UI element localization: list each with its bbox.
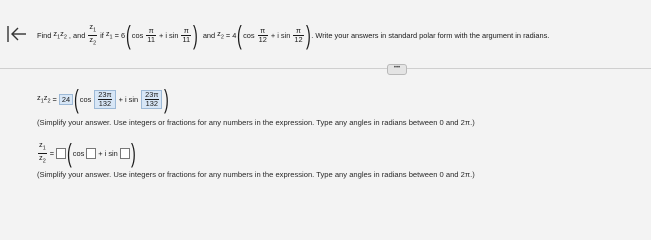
instructions-tail: . Write your answers in standard polar form with the argument in radians. [311, 30, 550, 40]
cos-angle-input-box[interactable] [86, 148, 96, 159]
close-paren: ) [193, 20, 198, 50]
cos-label: cos [79, 94, 92, 104]
open-paren: ( [67, 138, 72, 168]
cos-angle-answer-field[interactable]: $\frac{23\pi}{132}$ [94, 90, 115, 109]
isin-label: + i sin [118, 94, 139, 104]
isin-label: + i sin [270, 30, 291, 40]
divider [0, 68, 651, 69]
z1-angle-sin: $\frac{\pi}{11}$ [182, 25, 191, 44]
open-paren: ( [126, 20, 131, 50]
z1-over-z2: $\frac{z_1}{z_2}$ [89, 22, 97, 46]
and-word-2: and [202, 30, 216, 40]
more-dots-icon[interactable]: ••• [387, 64, 407, 75]
z2-angle-sin: $\frac{\pi}{12}$ [294, 25, 303, 44]
close-paren: ) [130, 138, 136, 168]
cos-label: cos [72, 148, 85, 158]
z2-modulus: = 4 [225, 30, 237, 40]
cos-label: cos [243, 30, 255, 40]
close-paren: ) [164, 84, 170, 114]
close-paren: ) [305, 20, 311, 50]
sin-angle-answer-field[interactable]: $\frac{23\pi}{132}$ [141, 90, 162, 109]
open-paren: ( [237, 20, 243, 50]
z1-angle-cos: $\frac{\pi}{11}$ [147, 25, 155, 44]
cos-label: cos [131, 30, 144, 40]
open-paren: ( [74, 84, 79, 114]
z1z2-lhs: $z_1z_2$ [37, 93, 51, 105]
equals-sign: = [52, 94, 57, 104]
isin-label: + i sin [98, 148, 118, 158]
isin-label: + i sin [158, 30, 179, 40]
if-word: if [100, 30, 104, 40]
z2-label: $z_2$ [217, 29, 224, 41]
equals-sign: = [49, 148, 55, 158]
z1-modulus: = 6 [114, 30, 126, 40]
back-arrow-icon[interactable] [6, 24, 28, 44]
sin-angle-input-box[interactable] [120, 148, 130, 159]
question-text [37, 22, 549, 48]
answer2-instructions: (Simplify your answer. Use integers or fractions for any numbers in the expression. Type any angles in radians between 0 and 2π.) [37, 170, 475, 179]
and-word: , and [68, 30, 86, 40]
find-word: Find [37, 30, 52, 40]
z2-angle-cos: $\frac{\pi}{12}$ [258, 25, 267, 44]
answer1-instructions: (Simplify your answer. Use integers or fractions for any numbers in the expression. Type any angles in radians between 0 and 2π.) [37, 118, 475, 127]
z1-label: $z_1$ [105, 29, 113, 41]
modulus-answer-field[interactable]: 24 [59, 94, 73, 105]
modulus-input-box[interactable] [56, 148, 66, 159]
answer2-expression [37, 140, 134, 166]
z1z2-product: $z_1z_2$ [53, 29, 67, 41]
z1-over-z2-lhs: $\frac{z_1}{z_2}$ [39, 140, 46, 164]
answer1-expression [37, 86, 168, 112]
